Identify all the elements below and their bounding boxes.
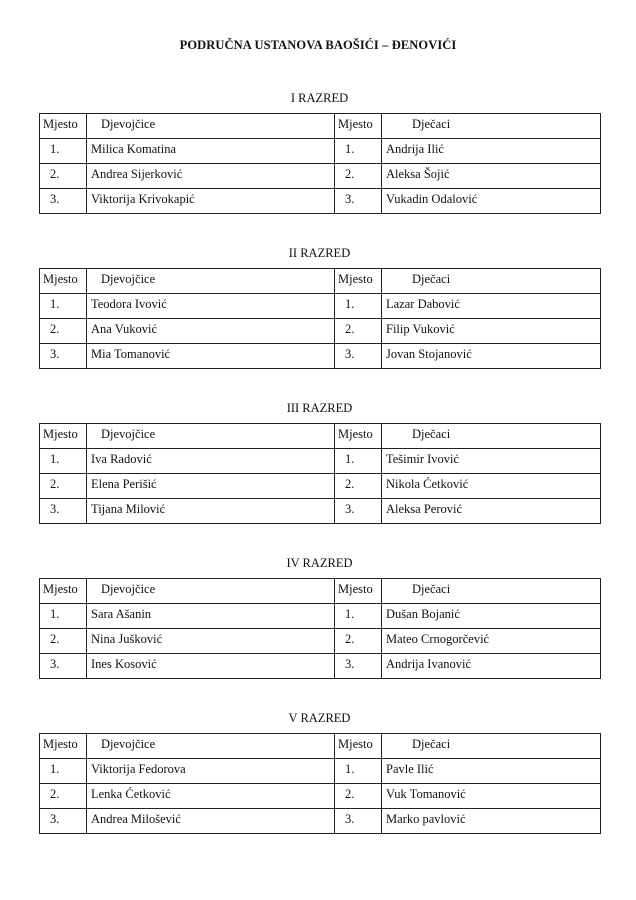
header-girls	[87, 579, 335, 604]
girl-name	[87, 449, 335, 474]
boy-position-text: 3.	[345, 192, 355, 206]
boy-name	[382, 499, 601, 524]
table-row	[40, 164, 601, 189]
header-boys-text: Dječaci	[412, 582, 451, 596]
header-boys-text: Dječaci	[412, 737, 451, 751]
boy-position	[335, 449, 382, 474]
girl-name-text: Tijana Milović	[91, 502, 166, 516]
boy-position	[335, 294, 382, 319]
boy-position-text: 1.	[345, 142, 355, 156]
boy-position-text: 3.	[345, 812, 355, 826]
girl-name-text: Nina Jušković	[91, 632, 163, 646]
header-girls-text: Djevojčice	[101, 582, 156, 596]
table-row	[40, 474, 601, 499]
girl-name-text: Andrea Sijerković	[91, 167, 183, 181]
boy-position	[335, 499, 382, 524]
girl-position-text: 1.	[50, 297, 60, 311]
header-girls-text: Djevojčice	[101, 272, 156, 286]
header-boys-text: Dječaci	[412, 117, 451, 131]
girl-position	[40, 759, 87, 784]
table-row	[40, 319, 601, 344]
boy-name	[382, 164, 601, 189]
header-boys	[382, 114, 601, 139]
girl-name	[87, 164, 335, 189]
header-position-girls-text: Mjesto	[43, 117, 78, 131]
document-title: PODRUČNA USTANOVA BAOŠIĆI – ĐENOVIĆI	[179, 38, 457, 52]
header-position-boys	[335, 269, 382, 294]
boy-name-text: Vukadin Odalović	[386, 192, 478, 206]
girl-name	[87, 629, 335, 654]
girl-name	[87, 319, 335, 344]
girl-position	[40, 809, 87, 834]
girl-position-text: 3.	[50, 192, 60, 206]
header-position-girls-text: Mjesto	[43, 427, 78, 441]
girl-position-text: 2.	[50, 322, 60, 336]
girl-position-text: 1.	[50, 607, 60, 621]
boy-name	[382, 784, 601, 809]
table-header-row	[40, 579, 601, 604]
boy-name	[382, 449, 601, 474]
table-header-row	[40, 114, 601, 139]
girl-position	[40, 319, 87, 344]
boy-name	[382, 189, 601, 214]
girl-name	[87, 654, 335, 679]
girl-name	[87, 189, 335, 214]
boy-name-text: Nikola Ćetković	[386, 477, 469, 491]
girl-position-text: 1.	[50, 762, 60, 776]
girl-name	[87, 809, 335, 834]
girl-name-text: Teodora Ivović	[91, 297, 167, 311]
boy-position	[335, 474, 382, 499]
grade-section	[39, 556, 600, 679]
boy-position	[335, 139, 382, 164]
boy-name	[382, 809, 601, 834]
boy-name-text: Aleksa Šojić	[386, 167, 450, 181]
grade-title: IV RAZRED	[286, 556, 353, 570]
header-boys	[382, 734, 601, 759]
boy-position-text: 2.	[345, 787, 355, 801]
boy-position	[335, 809, 382, 834]
girl-position-text: 1.	[50, 142, 60, 156]
header-position-girls-text: Mjesto	[43, 272, 78, 286]
boy-position-text: 1.	[345, 762, 355, 776]
ranking-table	[39, 423, 601, 524]
girl-position-text: 1.	[50, 452, 60, 466]
boy-position	[335, 759, 382, 784]
boy-name	[382, 319, 601, 344]
boy-position-text: 3.	[345, 502, 355, 516]
girl-position	[40, 629, 87, 654]
girl-name	[87, 784, 335, 809]
girl-position	[40, 449, 87, 474]
boy-position	[335, 629, 382, 654]
boy-name-text: Filip Vuković	[386, 322, 455, 336]
header-position-girls	[40, 734, 87, 759]
grade-title: V RAZRED	[288, 711, 351, 725]
girl-position-text: 3.	[50, 812, 60, 826]
grade-title: II RAZRED	[288, 246, 351, 260]
header-girls-text: Djevojčice	[101, 117, 156, 131]
table-row	[40, 139, 601, 164]
girl-name-text: Ana Vuković	[91, 322, 158, 336]
header-position-girls	[40, 114, 87, 139]
boy-name-text: Lazar Dabović	[386, 297, 460, 311]
girl-position	[40, 189, 87, 214]
boy-position	[335, 319, 382, 344]
girl-position	[40, 654, 87, 679]
table-row	[40, 449, 601, 474]
table-row	[40, 294, 601, 319]
table-row	[40, 344, 601, 369]
boy-name-text: Aleksa Perović	[386, 502, 463, 516]
boy-position-text: 2.	[345, 477, 355, 491]
header-boys-text: Dječaci	[412, 427, 451, 441]
boy-name	[382, 344, 601, 369]
boy-name-text: Dušan Bojanić	[386, 607, 460, 621]
table-row	[40, 759, 601, 784]
header-position-girls	[40, 579, 87, 604]
boy-position-text: 3.	[345, 657, 355, 671]
boy-position	[335, 784, 382, 809]
girl-name-text: Viktorija Fedorova	[91, 762, 186, 776]
table-row	[40, 604, 601, 629]
header-girls	[87, 424, 335, 449]
header-boys-text: Dječaci	[412, 272, 451, 286]
header-girls	[87, 269, 335, 294]
boy-position-text: 1.	[345, 297, 355, 311]
header-position-boys-text: Mjesto	[338, 582, 373, 596]
boy-name	[382, 654, 601, 679]
boy-name-text: Vuk Tomanović	[386, 787, 466, 801]
girl-name-text: Iva Radović	[91, 452, 152, 466]
boy-position-text: 2.	[345, 322, 355, 336]
girl-name-text: Andrea Milošević	[91, 812, 181, 826]
ranking-table	[39, 268, 601, 369]
girl-name	[87, 294, 335, 319]
boy-name-text: Andrija Ilić	[386, 142, 444, 156]
girl-position-text: 3.	[50, 502, 60, 516]
girl-name-text: Ines Kosović	[91, 657, 157, 671]
grade-section	[39, 246, 600, 369]
table-row	[40, 629, 601, 654]
table-row	[40, 499, 601, 524]
header-girls	[87, 114, 335, 139]
grade-section	[39, 91, 600, 214]
girl-name-text: Milica Komatina	[91, 142, 177, 156]
girl-name-text: Sara Ašanin	[91, 607, 152, 621]
girl-name	[87, 344, 335, 369]
boy-position-text: 2.	[345, 167, 355, 181]
grade-section	[39, 401, 600, 524]
boy-name-text: Mateo Crnogorčević	[386, 632, 490, 646]
girl-name-text: Viktorija Krivokapić	[91, 192, 195, 206]
boy-name-text: Pavle Ilić	[386, 762, 434, 776]
boy-name-text: Andrija Ivanović	[386, 657, 472, 671]
table-row	[40, 654, 601, 679]
header-position-boys-text: Mjesto	[338, 427, 373, 441]
boy-name	[382, 604, 601, 629]
header-boys	[382, 269, 601, 294]
girl-position	[40, 604, 87, 629]
girl-position-text: 2.	[50, 167, 60, 181]
girl-name	[87, 604, 335, 629]
girl-position	[40, 474, 87, 499]
header-girls	[87, 734, 335, 759]
boy-position	[335, 604, 382, 629]
girl-position-text: 2.	[50, 787, 60, 801]
girl-position	[40, 499, 87, 524]
girl-position	[40, 784, 87, 809]
header-position-boys	[335, 734, 382, 759]
header-boys	[382, 579, 601, 604]
boy-name	[382, 294, 601, 319]
boy-name	[382, 759, 601, 784]
header-position-boys-text: Mjesto	[338, 737, 373, 751]
girl-position	[40, 164, 87, 189]
table-header-row	[40, 424, 601, 449]
boy-name-text: Marko pavlović	[386, 812, 466, 826]
boy-position	[335, 344, 382, 369]
header-position-boys-text: Mjesto	[338, 272, 373, 286]
girl-position-text: 3.	[50, 347, 60, 361]
girl-position	[40, 294, 87, 319]
header-boys	[382, 424, 601, 449]
boy-name-text: Jovan Stojanović	[386, 347, 472, 361]
girl-position-text: 3.	[50, 657, 60, 671]
header-position-girls-text: Mjesto	[43, 737, 78, 751]
boy-name	[382, 629, 601, 654]
header-position-boys-text: Mjesto	[338, 117, 373, 131]
boy-position-text: 1.	[345, 452, 355, 466]
girl-position	[40, 344, 87, 369]
header-position-boys	[335, 579, 382, 604]
boy-position	[335, 164, 382, 189]
grade-section	[39, 711, 600, 834]
boy-position	[335, 189, 382, 214]
ranking-table	[39, 113, 601, 214]
table-header-row	[40, 734, 601, 759]
girl-name-text: Elena Perišić	[91, 477, 157, 491]
header-position-girls	[40, 269, 87, 294]
ranking-table	[39, 733, 601, 834]
girl-name-text: Lenka Ćetković	[91, 787, 171, 801]
header-girls-text: Djevojčice	[101, 737, 156, 751]
girl-position-text: 2.	[50, 632, 60, 646]
ranking-table	[39, 578, 601, 679]
boy-name	[382, 139, 601, 164]
girl-name-text: Mia Tomanović	[91, 347, 171, 361]
boy-name	[382, 474, 601, 499]
boy-name-text: Tešimir Ivović	[386, 452, 460, 466]
table-header-row	[40, 269, 601, 294]
header-position-girls	[40, 424, 87, 449]
girl-name	[87, 499, 335, 524]
boy-position-text: 1.	[345, 607, 355, 621]
header-girls-text: Djevojčice	[101, 427, 156, 441]
boy-position-text: 3.	[345, 347, 355, 361]
grade-title: III RAZRED	[286, 401, 353, 415]
header-position-boys	[335, 424, 382, 449]
boy-position-text: 2.	[345, 632, 355, 646]
grade-title: I RAZRED	[290, 91, 349, 105]
header-position-boys	[335, 114, 382, 139]
girl-name	[87, 474, 335, 499]
girl-position	[40, 139, 87, 164]
table-row	[40, 809, 601, 834]
header-position-girls-text: Mjesto	[43, 582, 78, 596]
boy-position	[335, 654, 382, 679]
table-row	[40, 189, 601, 214]
table-row	[40, 784, 601, 809]
girl-name	[87, 759, 335, 784]
girl-position-text: 2.	[50, 477, 60, 491]
girl-name	[87, 139, 335, 164]
